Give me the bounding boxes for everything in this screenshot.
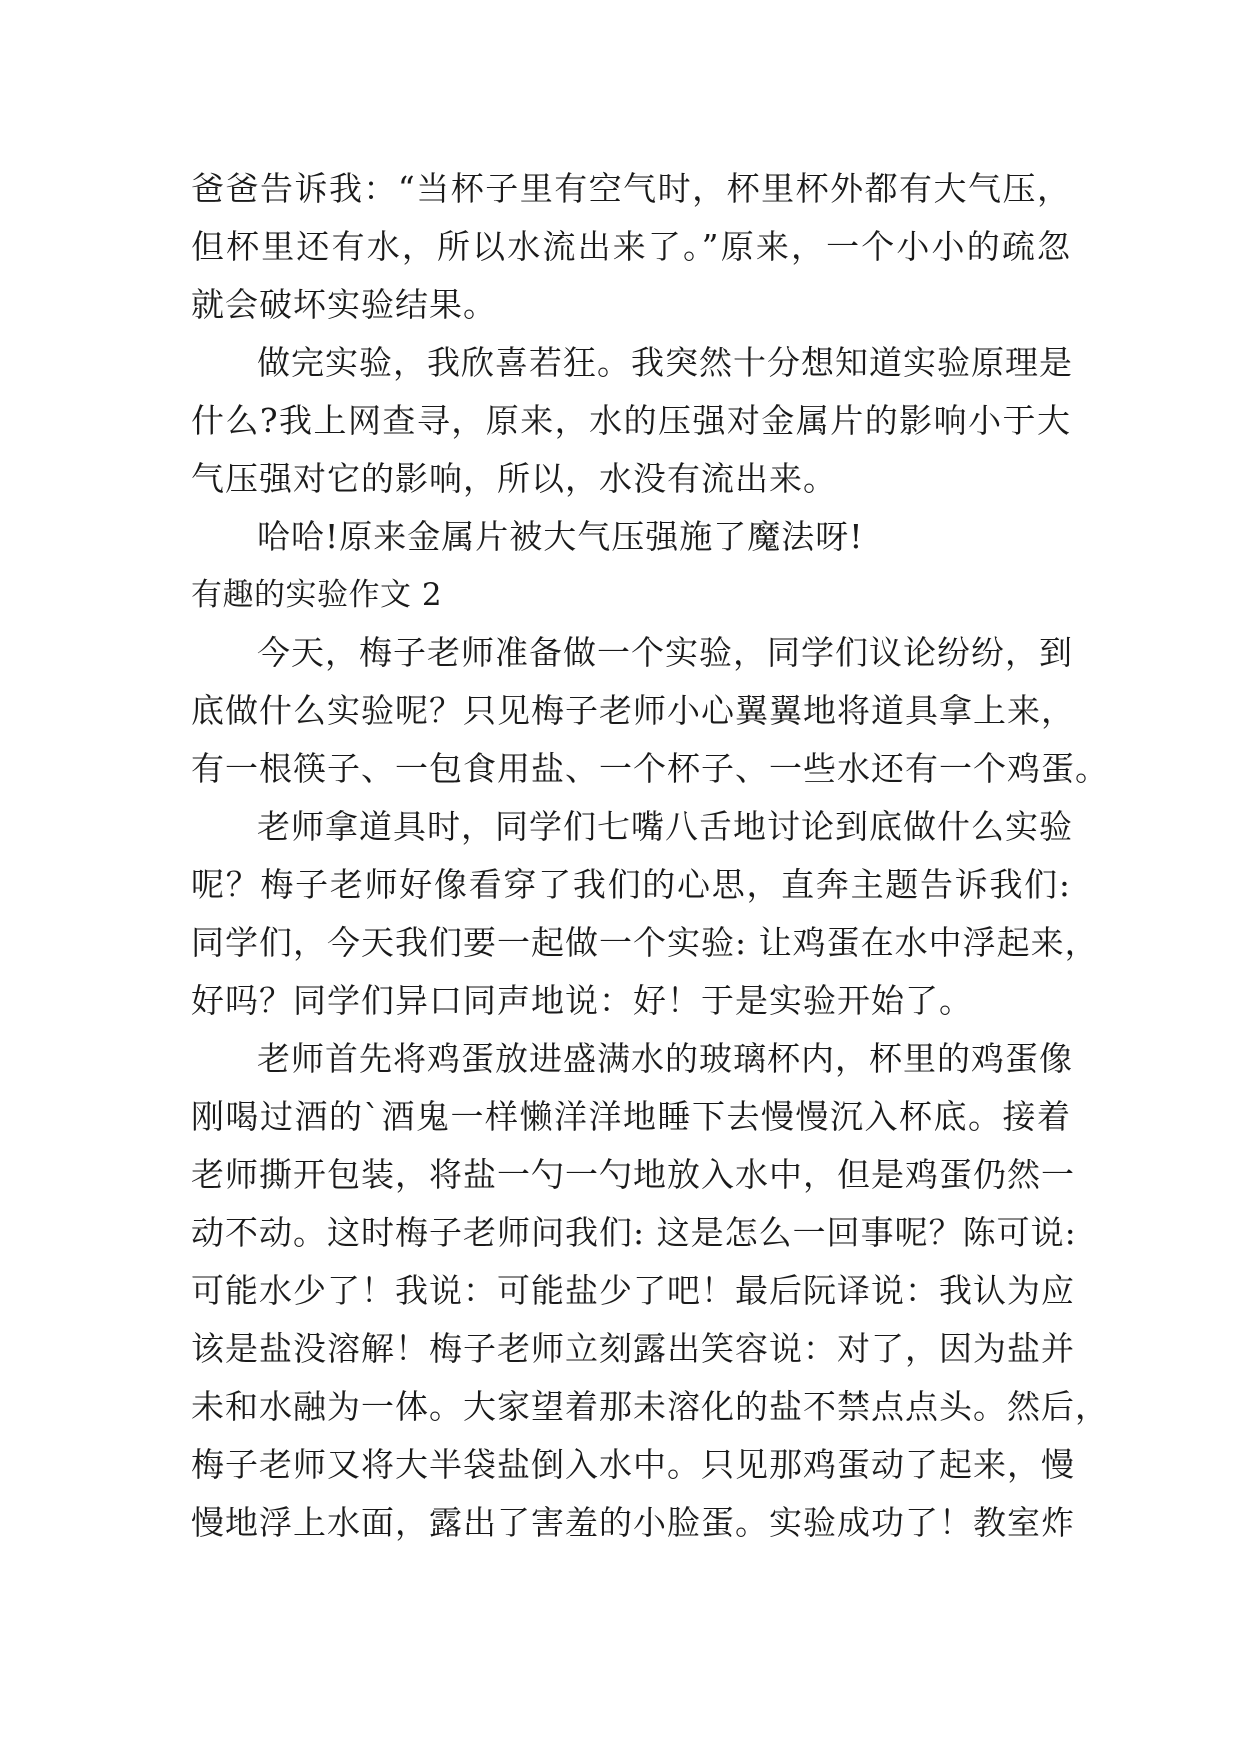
- text-line: 该是盐没溶解！梅子老师立刻露出笑容说：对了，因为盐并: [191, 1329, 1075, 1368]
- section-title: 有趣的实验作文 2: [191, 577, 443, 613]
- text-line: 未和水融为一体。大家望着那未溶化的盐不禁点点头。然后，: [191, 1387, 1109, 1426]
- essay-2-body: [191, 624, 1109, 1552]
- text-line: 梅子老师又将大半袋盐倒入水中。只见那鸡蛋动了起来，慢: [191, 1445, 1075, 1484]
- text-line: 做完实验，我欣喜若狂。我突然十分想知道实验原理是: [257, 343, 1073, 382]
- text-line: 就会破坏实验结果。: [191, 285, 497, 324]
- document-body: [191, 160, 1109, 1552]
- text-line: 同学们，今天我们要一起做一个实验: 让鸡蛋在水中浮起来，: [191, 923, 1099, 962]
- text-line: 老师撕开包装，将盐一勺一勺地放入水中，但是鸡蛋仍然一: [191, 1155, 1075, 1194]
- text-line: 动不动。这时梅子老师问我们: 这是怎么一回事呢？陈可说:: [191, 1213, 1077, 1252]
- text-line: 有一根筷子、一包食用盐、一个杯子、一些水还有一个鸡蛋。: [191, 749, 1109, 788]
- text-line: 今天，梅子老师准备做一个实验，同学们议论纷纷，到: [257, 633, 1073, 672]
- text-line: 呢？梅子老师好像看穿了我们的心思，直奔主题告诉我们:: [191, 865, 1071, 904]
- text-line: 哈哈!原来金属片被大气压强施了魔法呀!: [257, 517, 864, 556]
- essay-1-ending: [191, 160, 1071, 566]
- text-line: 慢地浮上水面，露出了害羞的小脸蛋。实验成功了！教室炸: [191, 1503, 1075, 1542]
- text-line: 爸爸告诉我：“当杯子里有空气时，杯里杯外都有大气压，: [191, 169, 1071, 208]
- text-line: 老师首先将鸡蛋放进盛满水的玻璃杯内，杯里的鸡蛋像: [257, 1039, 1073, 1078]
- text-line: 老师拿道具时，同学们七嘴八舌地讨论到底做什么实验: [257, 807, 1073, 846]
- text-line: 刚喝过酒的`酒鬼一样懒洋洋地睡下去慢慢沉入杯底。接着: [191, 1097, 1071, 1136]
- text-line: 什么?我上网查寻，原来，水的压强对金属片的影响小于大: [191, 401, 1071, 440]
- text-line: 可能水少了！我说：可能盐少了吧！最后阮译说：我认为应: [191, 1271, 1075, 1310]
- text-line: 气压强对它的影响，所以，水没有流出来。: [191, 459, 837, 498]
- text-line: 但杯里还有水，所以水流出来了。”原来，一个小小的疏忽: [191, 227, 1071, 266]
- text-line: 好吗？同学们异口同声地说：好！于是实验开始了。: [191, 981, 973, 1020]
- text-line: 底做什么实验呢？只见梅子老师小心翼翼地将道具拿上来，: [191, 691, 1075, 730]
